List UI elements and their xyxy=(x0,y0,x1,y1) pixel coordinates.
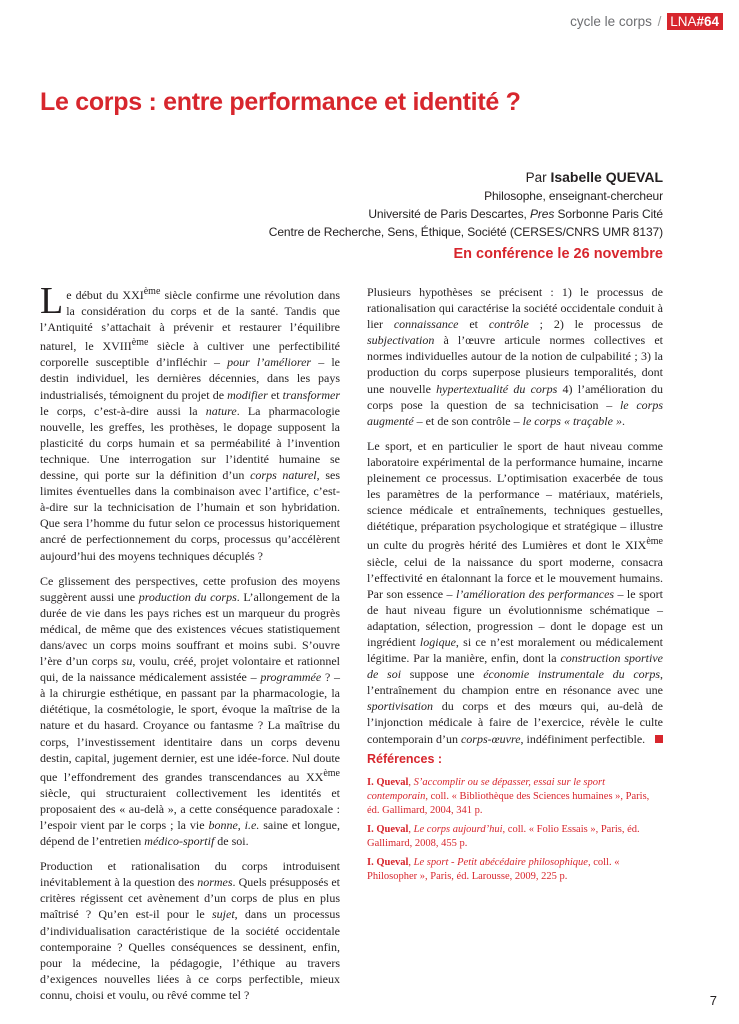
reference-item: I. Queval, Le corps aujourd’hui, coll. « Folio Essais », Paris, éd. Gallimard, 2008, 455 p. xyxy=(367,824,640,849)
article-title: Le corps : entre performance et identité ? xyxy=(40,88,521,116)
pres-label: Pres xyxy=(529,207,555,221)
paragraph-5: Le sport, et en particulier le sport de haut niveau comme laboratoire expérimental de la performance humaine, incarne pleinement ce processus. L’optimisation exacerbée de tous les paramètres de la performance – matériaux, matériels, science médicale et entraînements, techniques gestuelles, diététique, préparation psychologique et stratégique – illustre un culte du progrès hérité des Lumières et dont le XIXème siècle, celui de la naissance du sport moderne, consacra l’effectivité en étalonnant la force et le mouvement humains. Par son essence – l’amélioration des performances – le sport de haut niveau figure un évolutionnisme schématique – adaptation, sélection, progression – dont le dopage est un ingrédient logique, si ce n’est moralement ou médicalement légitime. Par la manière, enfin, dont la construction sportive de soi suppose une économie instrumentale du corps, l’entraînement du champion entre en résonance avec une sportivisation du corps et des mœurs qui, au-delà de l’injonction médicale à faire de l’exercice, révèle le culte contemporain d’un corps-œuvre, indéfiniment perfectible. xyxy=(367,438,664,746)
column-left xyxy=(40,280,341,1012)
paragraph-1: Le début du XXIème siècle confirme une révolution dans la considération du corps et de la santé. Tandis que l’Antiquité s’attachait à prévenir et restaurer l’équilibre naturel, le XVIIIème siècle à cultiver une perfectibilité corporelle susceptible d’infléchir – pour l’améliorer – le destin individuel, les dernières décennies, dans les pays industrialisés, témoignent du projet de modifier et transformer le corps, c’est-à-dire aussi la nature. La pharmacologie nouvelle, les greffes, les prothèses, le dopage supposent la plasticité du corps humain et sa perméabilité à l’invention technique. Une interrogation sur l’identité humaine se dessine, qui porte sur la définition d’un corps naturel, ses limites éventuelles dans la combinaison avec l’artifice, c’est-à-dire sur la technicisation de l’humain et son hybridation. Que sera l’homme du futur selon ce processus historiquement ancré de perfectionnement du corps, processus qu’accélèrent aujourd’hui des moyens techniques décuplés ? xyxy=(40,280,341,563)
references-heading: Références : xyxy=(367,752,443,766)
header-separator: / xyxy=(657,14,662,29)
issue-tag xyxy=(667,13,723,30)
by-label: Par xyxy=(525,170,551,185)
author-university xyxy=(269,205,663,223)
university-name: Université de Paris Descartes, xyxy=(368,207,530,221)
paragraph-4: Plusieurs hypothèses se précisent : 1) le processus de rationalisation qui caractérise la société occidentale conduit à lier connaissance et contrôle ; 2) le processus de subjectivation à l’œuvre articule normes collectives et normes individuelles autour de la notion de culpabilité ; 3) la production du corps superpose plusieurs temporalités, dont une nouvelle hypertextualité du corps 4) l’amélioration du corps pose la question de sa technicisation – le corps augmenté – et de son contrôle – le corps « traçable ». xyxy=(367,285,664,428)
issue-prefix: LNA xyxy=(670,14,697,29)
issue-number: #64 xyxy=(696,14,719,29)
author-role: Philosophe, enseignant-chercheur xyxy=(484,189,663,203)
author-line xyxy=(269,168,663,187)
references-section xyxy=(367,752,663,889)
author-block xyxy=(269,168,663,241)
paragraph-3: Production et rationalisation du corps introduisent inévitablement à la question des normes. Quels présupposés et critères régissent cet avènement d’un corps de plus en plus maîtrisé ? Qu’en est-il pour le sujet, dans un processus d’individualisation caractéristique de la société occidentale contemporaine ? Quelles conséquences se dessinent, enfin, pour la médecine, la pédagogie, l’éthique au travers d’exigences nouvelles liées à ce corps perfectible, mieux connu, choisi et voulu, ou rêvé comme tel ? xyxy=(40,859,340,1002)
end-of-article-mark xyxy=(655,735,663,743)
reference-item: I. Queval, Le sport - Petit abécédaire philosophique, coll. « Philosopher », Paris, éd. Larousse, 2009, 225 p. xyxy=(367,857,620,882)
drop-cap: L xyxy=(40,280,64,322)
author-name: Isabelle QUEVAL xyxy=(550,169,663,185)
section-label: cycle le corps xyxy=(570,14,652,29)
column-right xyxy=(367,284,663,756)
author-lab: Centre de Recherche, Sens, Éthique, Société (CERSES/CNRS UMR 8137) xyxy=(268,225,663,239)
paragraph-2: Ce glissement des perspectives, cette profusion des moyens suggèrent aussi une production du corps. L’allongement de la durée de vie dans les pays riches est un marqueur du progrès médical, de même que des existences vécues statistiquement dans/avec un corps moins souffrant et moins subi. S’ouvre l’ère d’un corps su, voulu, créé, projet volontaire et rationnel qui, de la naissance médicalement assistée – programmée ? – à la chirurgie esthétique, en passant par la pharmacologie, la diététique, la cosmétologie, le sport, évoque la maîtrise de la nature et du hasard. Croyance ou fantasme ? La maîtrise du corps, l’investissement identitaire dans un corps devenu destin, capital, jugement dernier, est une idée-force. Nul doute que l’effondrement des grandes transcendances au XXème siècle, qui structuraient collectivement les identités et proposaient des « au-delà », a cette conséquence paradoxale : l’espoir vient par le corps ; la vie bonne, i.e. saine et longue, dépend de l’entretien médico-sportif de soi. xyxy=(40,573,341,849)
conference-date: En conférence le 26 novembre xyxy=(453,246,663,262)
running-header xyxy=(570,14,723,29)
reference-item: I. Queval, S’accomplir ou se dépasser, essai sur le sport contemporain, coll. « Bibliothèque des Sciences humaines », Paris, éd. Gallimard, 2004, 341 p. xyxy=(367,777,650,816)
sorbonne-label: Sorbonne Paris Cité xyxy=(554,207,663,221)
page-number: 7 xyxy=(709,993,717,1008)
